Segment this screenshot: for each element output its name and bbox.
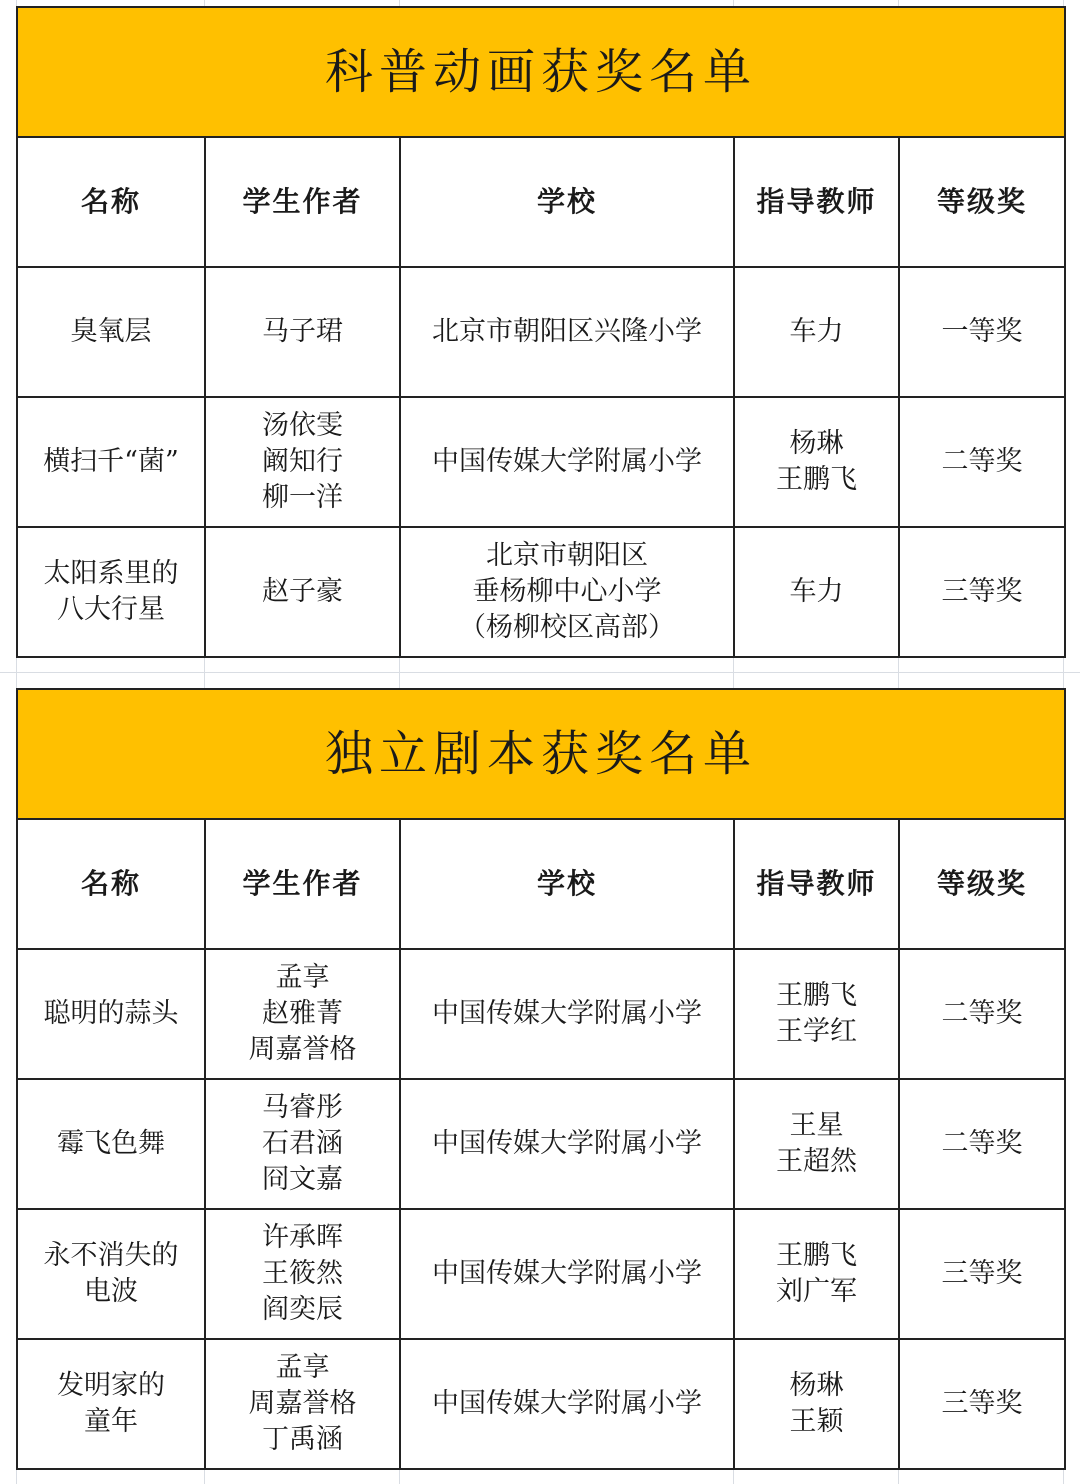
table-row [17, 1079, 1065, 1209]
school-cell [400, 397, 734, 527]
cell-line: 中国传媒大学附属小学 [432, 1128, 702, 1159]
teachers-cell [734, 397, 899, 527]
name-cell [17, 1079, 205, 1209]
authors-cell [205, 949, 400, 1079]
award-cell [899, 1079, 1065, 1209]
cell-line: 孟享 [275, 1352, 330, 1383]
school-cell [400, 1339, 734, 1469]
cell-line: 石君涵 [262, 1128, 343, 1159]
cell-line: 阎奕辰 [262, 1294, 343, 1325]
cell-line: 王鹏飞 [776, 1240, 857, 1271]
name-cell [17, 397, 205, 527]
cell-line: 孟享 [275, 962, 330, 993]
cell-line: 中国传媒大学附属小学 [432, 1258, 702, 1289]
name-cell [17, 267, 205, 397]
teachers-cell [734, 267, 899, 397]
table-row [17, 397, 1065, 527]
cell-line: 王鹏飞 [776, 464, 857, 495]
award-cell [899, 1209, 1065, 1339]
cell-line: 二等奖 [941, 1128, 1023, 1159]
cell-line: 周嘉誉格 [248, 1388, 357, 1419]
cell-line: 二等奖 [941, 446, 1023, 477]
cell-line: 丁禹涵 [262, 1424, 343, 1455]
school-cell [400, 527, 734, 657]
column-header: 学校 [400, 137, 734, 267]
cell-line: 太阳系里的 [43, 558, 179, 589]
cell-line: 一等奖 [941, 316, 1023, 347]
column-header: 学校 [400, 819, 734, 949]
teachers-cell [734, 1339, 899, 1469]
cell-line: 王筱然 [262, 1258, 343, 1289]
column-header: 等级奖 [899, 137, 1065, 267]
cell-line: 三等奖 [941, 1388, 1023, 1419]
award-cell [899, 949, 1065, 1079]
cell-line: 赵子豪 [262, 576, 343, 607]
award-cell [899, 1339, 1065, 1469]
column-header: 指导教师 [734, 819, 899, 949]
cell-line: 汤依雯 [262, 410, 343, 441]
cell-line: 三等奖 [941, 576, 1023, 607]
authors-cell [205, 527, 400, 657]
award-table-script [16, 688, 1066, 1470]
gridline [0, 672, 1080, 673]
table-title: 科普动画获奖名单 [17, 7, 1065, 137]
name-cell [17, 1209, 205, 1339]
column-header: 指导教师 [734, 137, 899, 267]
authors-cell [205, 1209, 400, 1339]
cell-line: 永不消失的 [43, 1240, 179, 1271]
cell-line: 阚知行 [262, 446, 343, 477]
column-header: 名称 [17, 819, 205, 949]
cell-line: 王鹏飞 [776, 980, 857, 1011]
award-cell [899, 527, 1065, 657]
cell-line: 车力 [789, 316, 844, 347]
table-row [17, 949, 1065, 1079]
teachers-cell [734, 527, 899, 657]
cell-line: 刘广军 [776, 1276, 857, 1307]
cell-line: 许承晖 [262, 1222, 343, 1253]
authors-cell [205, 397, 400, 527]
cell-line: 周嘉誉格 [248, 1034, 357, 1065]
cell-line: 中国传媒大学附属小学 [432, 1388, 702, 1419]
name-cell [17, 949, 205, 1079]
cell-line: 车力 [789, 576, 844, 607]
cell-line: 柳一洋 [262, 482, 343, 513]
cell-line: 发明家的 [57, 1370, 165, 1401]
school-cell [400, 1079, 734, 1209]
cell-line: 横扫千“菌” [43, 446, 179, 477]
authors-cell [205, 267, 400, 397]
table-row [17, 1339, 1065, 1469]
table-row [17, 1209, 1065, 1339]
cell-line: 杨琳 [789, 428, 844, 459]
cell-line: 赵雅菁 [262, 998, 343, 1029]
column-header: 名称 [17, 137, 205, 267]
name-cell [17, 527, 205, 657]
cell-line: 童年 [84, 1406, 138, 1437]
cell-line: 马子珺 [262, 316, 343, 347]
cell-line: 中国传媒大学附属小学 [432, 446, 702, 477]
table-title: 独立剧本获奖名单 [17, 689, 1065, 819]
cell-line: 八大行星 [57, 594, 165, 625]
cell-line: 北京市朝阳区 [486, 540, 648, 571]
cell-line: 北京市朝阳区兴隆小学 [432, 316, 702, 347]
school-cell [400, 949, 734, 1079]
cell-line: 王学红 [776, 1016, 857, 1047]
column-header: 学生作者 [205, 137, 400, 267]
cell-line: （杨柳校区高部） [459, 612, 675, 643]
cell-line: 电波 [84, 1276, 138, 1307]
table-row [17, 527, 1065, 657]
cell-line: 霉飞色舞 [57, 1128, 165, 1159]
column-header: 学生作者 [205, 819, 400, 949]
cell-line: 杨琳 [789, 1370, 844, 1401]
school-cell [400, 1209, 734, 1339]
authors-cell [205, 1079, 400, 1209]
cell-line: 聪明的蒜头 [43, 998, 179, 1029]
cell-line: 中国传媒大学附属小学 [432, 998, 702, 1029]
award-cell [899, 267, 1065, 397]
table-row [17, 267, 1065, 397]
cell-line: 王超然 [776, 1146, 857, 1177]
column-header: 等级奖 [899, 819, 1065, 949]
cell-line: 马睿彤 [262, 1092, 343, 1123]
header-row [17, 137, 1065, 267]
cell-line: 冏文嘉 [262, 1164, 343, 1195]
teachers-cell [734, 1209, 899, 1339]
authors-cell [205, 1339, 400, 1469]
name-cell [17, 1339, 205, 1469]
school-cell [400, 267, 734, 397]
teachers-cell [734, 1079, 899, 1209]
cell-line: 王星 [789, 1110, 844, 1141]
header-row [17, 819, 1065, 949]
cell-line: 臭氧层 [70, 316, 152, 347]
cell-line: 王颖 [789, 1406, 844, 1437]
award-cell [899, 397, 1065, 527]
award-table-animation [16, 6, 1066, 658]
cell-line: 三等奖 [941, 1258, 1023, 1289]
cell-line: 二等奖 [941, 998, 1023, 1029]
teachers-cell [734, 949, 899, 1079]
cell-line: 垂杨柳中心小学 [472, 576, 662, 607]
